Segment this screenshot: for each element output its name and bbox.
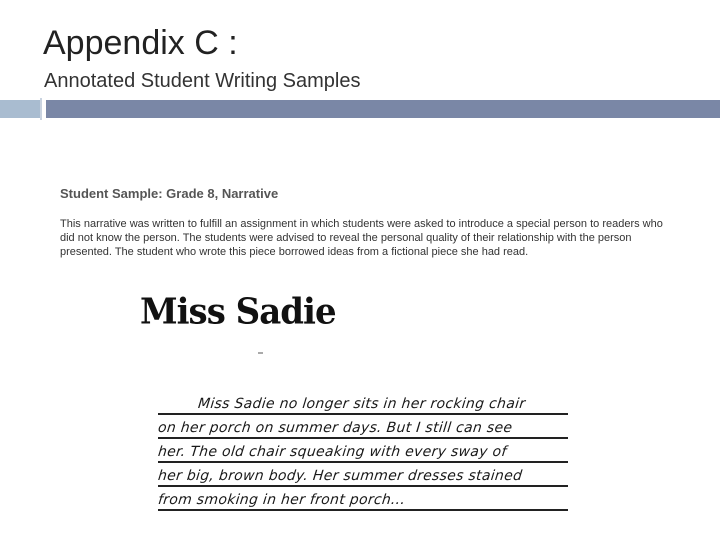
stray-mark xyxy=(258,352,263,354)
accent-bar-divider xyxy=(40,98,42,120)
essay-title: Miss Sadie xyxy=(140,291,336,333)
sample-description: This narrative was written to fulfill an assignment in which students were asked to introduce a special person to readers who did not know the person. The students were advised to reveal the personal quality of their relationship with the person presented. The student who wrote this piece borrowed ideas from a fictional piece she had read. xyxy=(60,218,663,258)
handwritten-text: her big, brown body. Her summer dresses stained xyxy=(157,468,524,484)
slide-title: Appendix C : xyxy=(43,24,238,62)
student-sample-image xyxy=(58,182,668,508)
sample-heading: Student Sample: Grade 8, Narrative xyxy=(60,186,279,201)
handwritten-text: Miss Sadie no longer sits in her rocking chair xyxy=(197,396,527,412)
accent-bar-left xyxy=(0,100,40,118)
handwritten-line xyxy=(158,392,568,415)
accent-bar-right xyxy=(46,100,720,118)
handwritten-lines xyxy=(158,392,568,512)
handwritten-text: from smoking in her front porch... xyxy=(157,492,407,508)
handwritten-line xyxy=(158,416,568,439)
handwritten-text: on her porch on summer days. But I still can see xyxy=(157,420,514,436)
slide-subtitle: Annotated Student Writing Samples xyxy=(44,70,361,92)
handwritten-line xyxy=(158,440,568,463)
handwritten-line xyxy=(158,464,568,487)
handwritten-line xyxy=(158,488,568,511)
handwritten-text: her. The old chair squeaking with every sway of xyxy=(157,444,508,460)
